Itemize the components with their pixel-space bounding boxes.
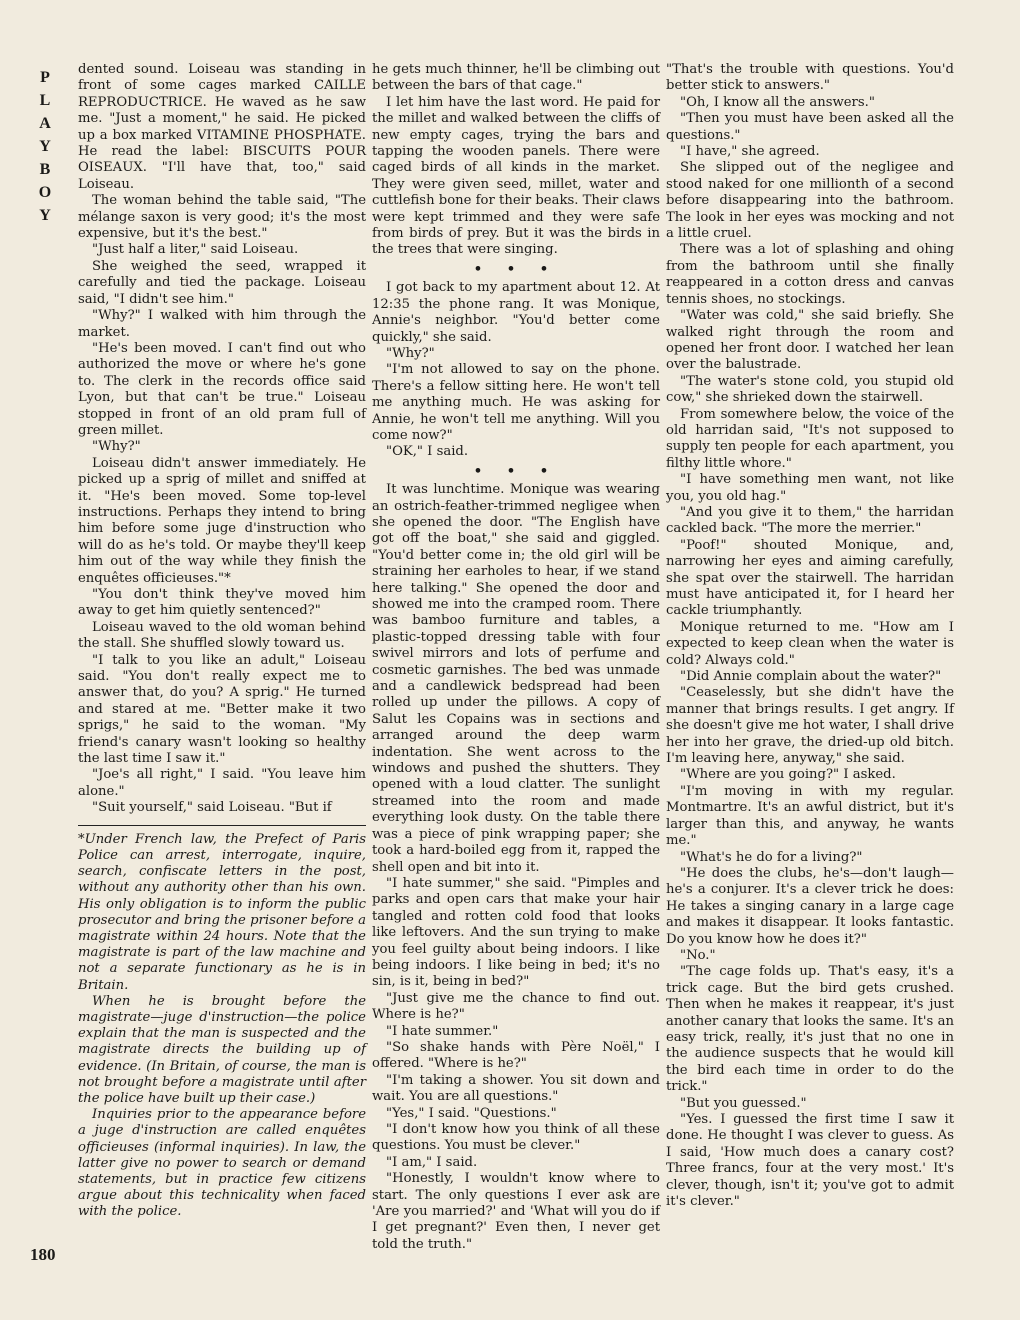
- masthead-letter: Y: [39, 138, 51, 155]
- paragraph: I let him have the last word. He paid for the millet and walked between the cliffs of new empty cages, trying the bars and tapping the wooden panels. There were caged birds of all kinds in the market. They were given seed, millet, water and cuttlefish bone for their beaks. Their claws were kept trimmed and they were safe from birds of prey. But it was the birds in the trees that were singing.: [372, 94, 660, 258]
- column-2-section-b: [372, 280, 660, 460]
- paragraph: It was lunchtime. Monique was wearing an ostrich-feather-trimmed negligee when she opened the door. "The English have got off the boat," she said and giggled. "You'd better come in; the old girl will be straining her earholes to hear, if we stand here talking." She opened the door and showed me into the cramped room. There was bamboo furniture and tables, a plastic-topped dressing table with four swivel mirrors and lots of perfume and cosmetic garnishes. The bed was unmade and a candlewick bedspread had been rolled up under the pillows. A copy of Salut les Copains was in sections and arranged around the deep warm indentation. She went across to the windows and pushed the shutters. They opened with a loud clatter. The sunlight streamed into the room and made everything look dusty. On the table there was a piece of pink wrapping paper; she took a hard-boiled egg from it, rapped the shell open and bit into it.: [372, 482, 660, 875]
- section-break: • • •: [473, 463, 559, 479]
- column-2-section-a: [372, 62, 660, 259]
- paragraph: "You don't think they've moved him away to get him quietly sentenced?": [78, 587, 366, 619]
- column-3: [666, 62, 954, 1210]
- paragraph: "What's he do for a living?": [680, 849, 863, 865]
- paragraph: "And you give it to them," the harridan cackled back. "The more the merrier.": [666, 504, 954, 537]
- paragraph: I got back to my apartment about 12. At 12:35 the phone rang. It was Monique, Annie's neighbor. "You'd better come quickly," she said.: [372, 280, 660, 345]
- paragraph: "I hate summer," she said. "Pimples and parks and open cars that make your hair tangled and rotten cold food that looks like leftovers. And the sun trying to make you feel guilty about being indoors. I like being indoors. I like being in bed; it's no sin, is it, being in bed?": [372, 875, 660, 990]
- paragraph: "Suit yourself," said Loiseau. "But if: [92, 800, 332, 816]
- paragraph: "I hate summer.": [386, 1023, 499, 1039]
- masthead-letter: Y: [39, 207, 51, 224]
- paragraph: "Did Annie complain about the water?": [680, 669, 942, 685]
- paragraph: "I talk to you like an adult," Loiseau said. "You don't really expect me to answer that, do you? A sprig." He turned and stared at me. "Better make it two sprigs," he said to the woman. "My friend's canary wasn't looking so healthy the last time I saw it.": [78, 652, 366, 767]
- paragraph: "Just give me the chance to find out. Where is he?": [372, 990, 660, 1023]
- magazine-masthead: [28, 66, 62, 227]
- paragraph: "Where are you going?" I asked.: [680, 767, 896, 783]
- masthead-letter: O: [38, 184, 52, 201]
- column-2-section-c: [372, 482, 660, 1253]
- paragraph: Loiseau waved to the old woman behind the stall. She shuffled slowly toward us.: [78, 619, 366, 652]
- paragraph: "Then you must have been asked all the questions.": [666, 111, 954, 143]
- paragraph: "Yes," I said. "Questions.": [386, 1105, 557, 1121]
- paragraph: "But you guessed.": [680, 1095, 807, 1111]
- section-break: • • •: [473, 261, 559, 277]
- paragraph: *Under French law, the Prefect of Paris Police can arrest, interrogate, inquire, search, confiscate letters in the post, without any authority other than his own. His only obligation is to inform the public prosecutor and bring the prisoner before a magistrate within 24 hours. Note that the magistrate is part of the law machine and not a separate functionary as he is in Britain.: [78, 831, 366, 993]
- paragraph: "Why?": [386, 345, 435, 361]
- paragraph: She slipped out of the negligee and stood naked for one millionth of a second before disappearing into the bathroom. The look in her eyes was mocking and not a little cruel.: [666, 160, 954, 242]
- paragraph: "The cage folds up. That's easy, it's a trick cage. But the bird gets crushed. Then when he makes it reappear, it's just another canary that looks the same. It's an easy trick, really, it's just that no one in the audience suspects that he would kill the bird each time in order to do the trick.": [666, 964, 954, 1095]
- masthead-letter: P: [40, 69, 50, 86]
- paragraph: "He does the clubs, he's—don't laugh—he's a conjurer. It's a clever trick he does: He takes a singing canary in a large cage and makes it disappear. It looks fantastic. Do you know how he does it?": [666, 865, 954, 947]
- paragraph: Inquiries prior to the appearance before a juge d'instruction are called enquêtes officieuses (informal inquiries). In law, the latter give no power to search or demand statements, but in practice few citizens argue about this technicality when faced with the police.: [78, 1107, 366, 1220]
- masthead-letter: B: [39, 161, 51, 178]
- paragraph: "Ceaselessly, but she didn't have the manner that brings results. I get angry. If she doesn't give me hot water, I shall drive her into her grave, the dried-up old bitch. I'm leaving here, anyway," she said.: [666, 685, 954, 767]
- paragraph: "Water was cold," she said briefly. She walked right through the room and opened her front door. I watched her lean over the balustrade.: [666, 308, 954, 373]
- paragraph: "I'm not allowed to say on the phone. There's a fellow sitting here. He won't tell me anything much. He was asking for Annie, he won't tell me anything. Will you come now?": [372, 362, 660, 443]
- paragraph: Loiseau didn't answer immediately. He picked up a sprig of millet and sniffed at it. "He's been moved. Some top-level instructions. Perhaps they intend to bring him before some juge d'instruction who will do as he's told. Or maybe they'll keep him out of the way while they finish the enquêtes officieuses."*: [78, 455, 366, 586]
- paragraph: "I am," I said.: [386, 1154, 478, 1170]
- paragraph: "No.": [680, 947, 716, 963]
- paragraph: "Oh, I know all the answers.": [680, 94, 875, 110]
- paragraph: "So shake hands with Père Noël," I offered. "Where is he?": [372, 1039, 660, 1072]
- paragraph: "Yes. I guessed the first time I saw it done. He thought I was clever to guess. As I said, 'How much does a canary cost? Three francs, four at the very most.' It's clever, though, isn't it; you've got to admit it's clever.": [666, 1112, 954, 1210]
- paragraph: She weighed the seed, wrapped it carefully and tied the package. Loiseau said, "I didn't see him.": [78, 258, 366, 307]
- paragraph: "Honestly, I wouldn't know where to start. The only questions I ever ask are 'Are you married?' and 'What will you do if I get pregnant?' Even then, I never get told the truth.": [372, 1171, 660, 1252]
- paragraph: When he is brought before the magistrate—juge d'instruction—the police explain that the man is suspected and the magistrate directs the building up of evidence. (In Britain, of course, the man is not brought before a magistrate until after the police have built up their case.): [78, 993, 366, 1106]
- paragraph: dented sound. Loiseau was standing in front of some cages marked CAILLE REPRODUCTRICE. He waved as he saw me. "Just a moment," he said. He picked up a box marked VITAMINE PHOSPHATE. He read the label: BISCUITS POUR OISEAUX. "I'll have that, too," said Loiseau.: [78, 62, 366, 192]
- paragraph: There was a lot of splashing and ohing from the bathroom until she finally reappeared in a cotton dress and canvas tennis shoes, no stockings.: [666, 242, 954, 307]
- paragraph: "Why?" I walked with him through the market.: [78, 308, 366, 340]
- paragraph: The woman behind the table said, "The mélange saxon is very good; it's the most expensive, but it's the best.": [78, 193, 366, 242]
- column-1-body: [78, 62, 366, 817]
- paragraph: "The water's stone cold, you stupid old cow," she shrieked down the stairwell.: [666, 373, 954, 406]
- paragraph: "Just half a liter," said Loiseau.: [92, 242, 299, 258]
- paragraph: "I have something men want, not like you, you old hag.": [666, 472, 954, 504]
- paragraph: "I don't know how you think of all these questions. You must be clever.": [372, 1122, 660, 1154]
- paragraph: "Joe's all right," I said. "You leave him alone.": [78, 767, 366, 799]
- footnote: [78, 825, 366, 1221]
- paragraph: "I'm moving in with my regular. Montmartre. It's an awful district, but it's larger than this, and anyway, he wants me.": [666, 783, 954, 849]
- masthead-letter: A: [39, 115, 51, 132]
- paragraph: "That's the trouble with questions. You'd better stick to answers.": [666, 62, 954, 94]
- paragraph: he gets much thinner, he'll be climbing out between the bars of that cage.": [372, 62, 660, 94]
- page-number: 180: [30, 1245, 56, 1264]
- column-3-body: [666, 62, 954, 1210]
- paragraph: "Poof!" shouted Monique, and, narrowing her eyes and aiming carefully, she spat over the stairwell. The harridan must have anticipated it, for I heard her cackle triumphantly.: [666, 537, 954, 619]
- paragraph: From somewhere below, the voice of the old harridan said, "It's not supposed to supply ten people for each apartment, you filthy little whore.": [666, 406, 954, 471]
- column-2: [372, 62, 660, 1253]
- paragraph: "OK," I said.: [386, 444, 469, 460]
- paragraph: "He's been moved. I can't find out who authorized the move or where he's gone to. The clerk in the records office said Lyon, but that can't be true." Loiseau stopped in front of an old pram full of green millet.: [78, 340, 366, 438]
- masthead-letter: L: [39, 92, 51, 109]
- column-1: [78, 62, 366, 1221]
- paragraph: "I have," she agreed.: [680, 144, 820, 160]
- paragraph: Monique returned to me. "How am I expected to keep clean when the water is cold? Always cold.": [666, 619, 954, 668]
- paragraph: "I'm taking a shower. You sit down and wait. You are all questions.": [372, 1072, 660, 1105]
- paragraph: "Why?": [92, 439, 141, 455]
